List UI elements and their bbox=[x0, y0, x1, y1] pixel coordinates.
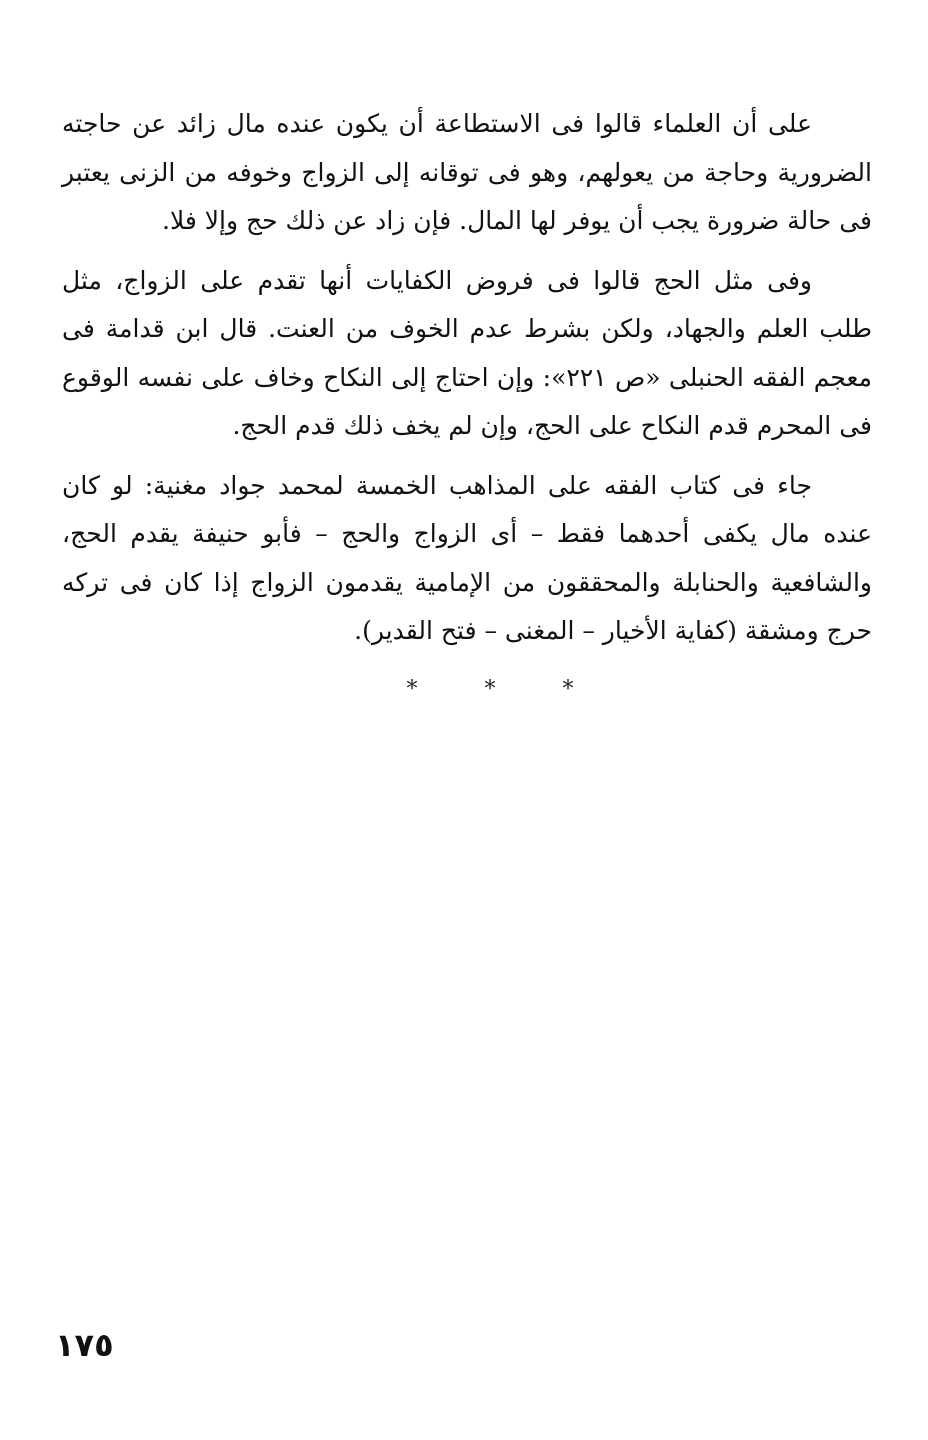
asterisk-icon: * bbox=[562, 677, 574, 702]
paragraph-3: جاء فى كتاب الفقه على المذاهب الخمسة لمحمد جواد مغنية: لو كان عنده مال يكفى أحدهما فقط – أى الزواج والحج – فأبو حنيفة يقدم الحج، والشافعية والحنابلة والمحققون من الإمامية يقدمون الزواج إذا كان فى تركه حرج ومشقة (كفاية الأخيار – المغنى – فتح القدير). bbox=[62, 470, 872, 645]
asterisk-icon: * bbox=[406, 677, 418, 702]
page-number: ١٧٥ bbox=[55, 1326, 114, 1364]
asterisk-icon: * bbox=[484, 677, 496, 702]
section-separator bbox=[400, 675, 580, 705]
paragraph-1: على أن العلماء قالوا فى الاستطاعة أن يكون عنده مال زائد عن حاجته الضرورية وحاجة من يعولهم، وهو فى توقانه إلى الزواج وخوفه من الزنى يعتبر فى حالة ضرورة يجب أن يوفر لها المال. فإن زاد عن ذلك حج وإلا فلا. bbox=[62, 109, 872, 235]
body-text bbox=[62, 100, 872, 667]
paragraph-2: وفى مثل الحج قالوا فى فروض الكفايات أنها تقدم على الزواج، مثل طلب العلم والجهاد، ولكن بشرط عدم الخوف من العنت. قال ابن قدامة فى معجم الفقه الحنبلى «ص ٢٢١»: وإن احتاج إلى النكاح وخاف على نفسه الوقوع فى المحرم قدم النكاح على الحج، وإن لم يخف ذلك قدم الحج. bbox=[62, 265, 872, 440]
